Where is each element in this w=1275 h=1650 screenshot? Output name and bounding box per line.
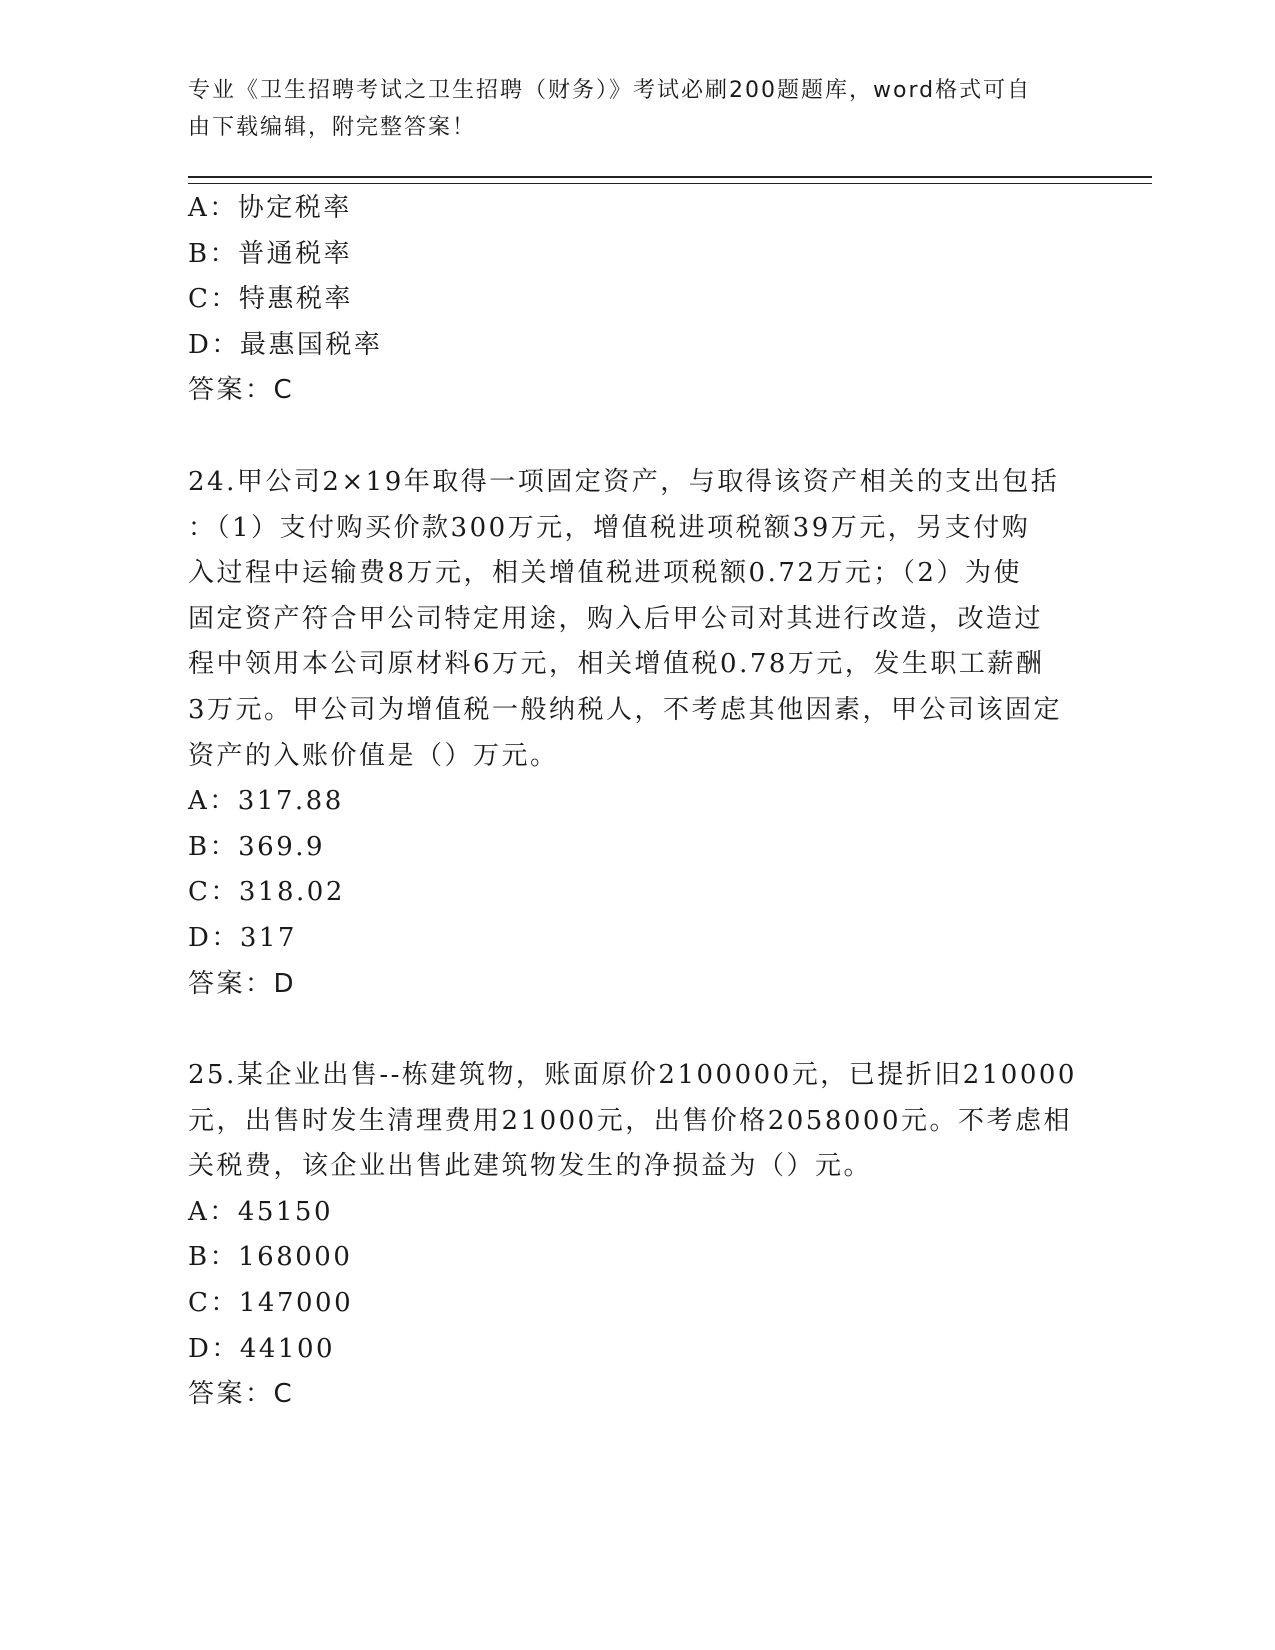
question-line: 程中领用本公司原材料6万元，相关增值税0.78万元，发生职工薪酬 — [188, 649, 1045, 680]
question-line: 固定资产符合甲公司特定用途，购入后甲公司对其进行改造，改造过 — [188, 603, 1044, 634]
question-24-block — [188, 460, 1088, 1007]
spacer — [188, 1007, 1088, 1053]
option-d: D：44100 — [188, 1333, 336, 1364]
option-b: B：普通税率 — [188, 238, 353, 269]
question-line: ：（1）支付购买价款300万元，增值税进项税额39万元，另支付购 — [188, 512, 1031, 543]
option-d: D：317 — [188, 922, 297, 953]
question-line: 资产的入账价值是（）万元。 — [188, 740, 559, 771]
question-25-block — [188, 1053, 1088, 1418]
header-line-1: 专业《卫生招聘考试之卫生招聘（财务）》考试必刷200题题库，word格式可自 — [188, 78, 1032, 103]
option-b: B：168000 — [188, 1242, 353, 1273]
question-line: 关税费，该企业出售此建筑物发生的净损益为（）元。 — [188, 1151, 873, 1182]
option-b: B：369.9 — [188, 831, 326, 862]
answer-line: 答案：C — [188, 1379, 295, 1410]
option-c: C：特惠税率 — [188, 284, 353, 315]
header-divider-thin — [188, 183, 1152, 184]
question-line: 元，出售时发生清理费用21000元，出售价格2058000元。不考虑相 — [188, 1105, 1073, 1136]
header-divider-thick — [188, 176, 1152, 178]
question-line: 25.某企业出售--栋建筑物，账面原价2100000元，已提折旧210000 — [188, 1060, 1077, 1091]
option-d: D：最惠国税率 — [188, 329, 383, 360]
document-header — [188, 72, 1068, 146]
question-line: 入过程中运输费8万元，相关增值税进项税额0.72万元；（2）为使 — [188, 558, 1022, 589]
question-line: 3万元。甲公司为增值税一般纳税人，不考虑其他因素，甲公司该固定 — [188, 694, 1063, 725]
answer-line: 答案：D — [188, 968, 297, 999]
question-23-block — [188, 186, 1088, 414]
option-a: A：协定税率 — [188, 193, 352, 223]
option-a: A：45150 — [188, 1196, 333, 1227]
header-line-2: 由下载编辑，附完整答案！ — [188, 115, 477, 140]
question-text — [188, 460, 1088, 779]
spacer — [188, 414, 1088, 460]
question-line: 24.甲公司2×19年取得一项固定资产，与取得该资产相关的支出包括 — [188, 466, 1060, 497]
document-body — [188, 186, 1088, 1418]
option-c: C：318.02 — [188, 877, 345, 908]
question-text — [188, 1053, 1088, 1190]
answer-line: 答案：C — [188, 375, 295, 406]
option-a: A：317.88 — [188, 786, 344, 817]
option-c: C：147000 — [188, 1288, 354, 1319]
